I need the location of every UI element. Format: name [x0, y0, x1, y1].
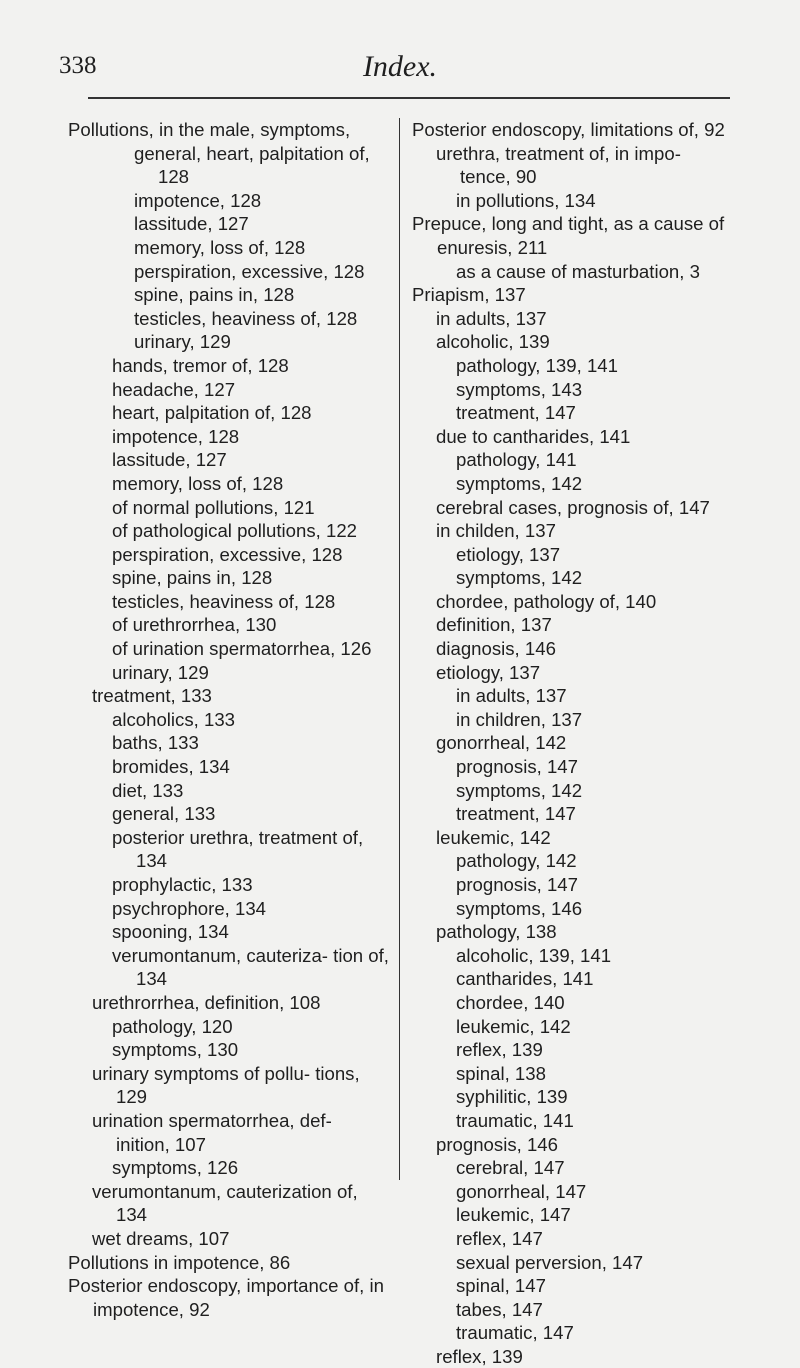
- index-entry: impotence, 128: [134, 189, 262, 211]
- index-entry: symptoms, 130: [112, 1039, 239, 1061]
- index-entry: symptoms, 142: [456, 779, 583, 801]
- index-entry: leukemic, 147: [456, 1204, 571, 1226]
- index-entry: in adults, 137: [436, 307, 547, 329]
- index-entry: general, heart, palpitation of, 128: [134, 142, 370, 188]
- index-entry: spine, pains in, 128: [112, 567, 273, 589]
- index-entry: Posterior endoscopy, limitations of, 92: [412, 119, 725, 140]
- column-divider: [399, 118, 400, 1180]
- index-entry: of urination spermatorrhea, 126: [112, 638, 372, 660]
- index-entry: posterior urethra, treatment of, 134: [112, 826, 364, 872]
- index-entry: gonorrheal, 147: [456, 1180, 587, 1202]
- index-entry: in children, 137: [456, 708, 583, 730]
- index-entry: of pathological pollutions, 122: [112, 520, 357, 542]
- index-entry: perspiration, excessive, 128: [134, 260, 365, 282]
- index-entry: cerebral cases, prognosis of, 147: [436, 496, 710, 518]
- index-column-left: [68, 118, 390, 1321]
- index-entry: symptoms, 146: [456, 897, 583, 919]
- index-entry: etiology, 137: [436, 661, 541, 683]
- index-entry: urinary, 129: [112, 661, 209, 683]
- index-entry: urination spermatorrhea, def- inition, 107: [92, 1109, 332, 1155]
- index-entry: Pollutions in impotence, 86: [68, 1251, 291, 1273]
- index-entry: of normal pollutions, 121: [112, 496, 315, 518]
- index-entry: Priapism, 137: [412, 284, 526, 306]
- index-column-right: [412, 118, 734, 1368]
- index-entry: spine, pains in, 128: [134, 284, 295, 306]
- index-entry: of urethrorrhea, 130: [112, 614, 277, 636]
- index-entry: urethra, treatment of, in impo- tence, 90: [436, 142, 681, 188]
- index-entry: alcoholic, 139: [436, 331, 550, 353]
- index-entry: in childen, 137: [436, 520, 556, 542]
- header-rule: [88, 97, 730, 99]
- index-entry: chordee, pathology of, 140: [436, 590, 657, 612]
- index-entry: as a cause of masturbation, 3: [456, 260, 700, 282]
- index-entry: hands, tremor of, 128: [112, 354, 289, 376]
- index-entry: symptoms, 142: [456, 472, 583, 494]
- index-entry: bromides, 134: [112, 756, 230, 778]
- index-entry: diet, 133: [112, 779, 184, 801]
- index-entry: lassitude, 127: [112, 449, 227, 471]
- index-entry: pathology, 138: [436, 921, 557, 943]
- index-entry: pathology, 141: [456, 449, 577, 471]
- index-entry: sexual perversion, 147: [456, 1251, 644, 1273]
- running-head: Index.: [362, 50, 438, 83]
- index-entry: verumontanum, cauterization of, 134: [92, 1180, 358, 1226]
- index-entry: cerebral, 147: [456, 1157, 565, 1179]
- index-entry: treatment, 147: [456, 402, 576, 424]
- index-entry: prognosis, 147: [456, 756, 578, 778]
- index-entry: symptoms, 143: [456, 378, 583, 400]
- index-entry: leukemic, 142: [436, 826, 551, 848]
- index-entry: due to cantharides, 141: [436, 425, 631, 447]
- index-entry: chordee, 140: [456, 991, 565, 1013]
- index-entry: pathology, 120: [112, 1015, 233, 1037]
- index-entry: memory, loss of, 128: [134, 236, 306, 258]
- index-entry: heart, palpitation of, 128: [112, 402, 312, 424]
- index-entry: wet dreams, 107: [92, 1227, 230, 1249]
- index-entry: reflex, 139: [436, 1345, 523, 1367]
- index-entry: prophylactic, 133: [112, 874, 253, 895]
- index-entry: traumatic, 141: [456, 1109, 574, 1131]
- index-entry: etiology, 137: [456, 543, 561, 565]
- page-number: 338: [59, 52, 97, 79]
- index-entry: treatment, 133: [92, 685, 212, 707]
- index-entry: diagnosis, 146: [436, 638, 556, 660]
- index-entry: testicles, heaviness of, 128: [112, 590, 336, 612]
- index-entry: spooning, 134: [112, 921, 229, 943]
- index-entry: spinal, 147: [456, 1275, 546, 1297]
- index-entry: syphilitic, 139: [456, 1086, 568, 1108]
- index-entry: prognosis, 147: [456, 874, 578, 895]
- index-entry: tabes, 147: [456, 1298, 543, 1320]
- index-entry: urinary symptoms of pollu- tions, 129: [92, 1062, 360, 1108]
- index-entry: gonorrheal, 142: [436, 732, 567, 754]
- index-entry: psychrophore, 134: [112, 897, 267, 919]
- index-entry: lassitude, 127: [134, 213, 249, 235]
- index-entry: traumatic, 147: [456, 1322, 574, 1344]
- index-entry: pathology, 142: [456, 850, 577, 872]
- index-entry: headache, 127: [112, 378, 236, 400]
- index-entry: baths, 133: [112, 732, 199, 754]
- index-entry: in adults, 137: [456, 685, 567, 707]
- index-entry: Pollutions, in the male, symptoms,: [68, 119, 351, 140]
- index-entry: urinary, 129: [134, 331, 231, 353]
- index-entry: symptoms, 126: [112, 1157, 239, 1179]
- index-entry: definition, 137: [436, 614, 552, 636]
- index-entry: memory, loss of, 128: [112, 472, 284, 494]
- index-entry: reflex, 139: [456, 1039, 543, 1061]
- index-entry: prognosis, 146: [436, 1133, 558, 1155]
- index-entry: symptoms, 142: [456, 567, 583, 589]
- index-entry: Prepuce, long and tight, as a cause of enuresis, 211: [412, 213, 725, 258]
- index-entry: treatment, 147: [456, 803, 576, 825]
- index-entry: pathology, 139, 141: [456, 354, 618, 376]
- index-entry: reflex, 147: [456, 1227, 543, 1249]
- index-entry: spinal, 138: [456, 1062, 546, 1084]
- index-entry: leukemic, 142: [456, 1015, 571, 1037]
- index-entry: testicles, heaviness of, 128: [134, 307, 358, 329]
- index-entry: in pollutions, 134: [456, 189, 596, 211]
- index-entry: alcoholic, 139, 141: [456, 944, 612, 966]
- index-entry: verumontanum, cauteriza- tion of, 134: [112, 944, 389, 990]
- index-entry: urethrorrhea, definition, 108: [92, 991, 321, 1013]
- index-entry: alcoholics, 133: [112, 708, 236, 730]
- index-entry: general, 133: [112, 803, 216, 825]
- index-entry: Posterior endoscopy, importance of, in impotence, 92: [68, 1275, 384, 1320]
- index-entry: impotence, 128: [112, 425, 240, 447]
- index-entry: perspiration, excessive, 128: [112, 543, 343, 565]
- index-entry: cantharides, 141: [456, 968, 594, 990]
